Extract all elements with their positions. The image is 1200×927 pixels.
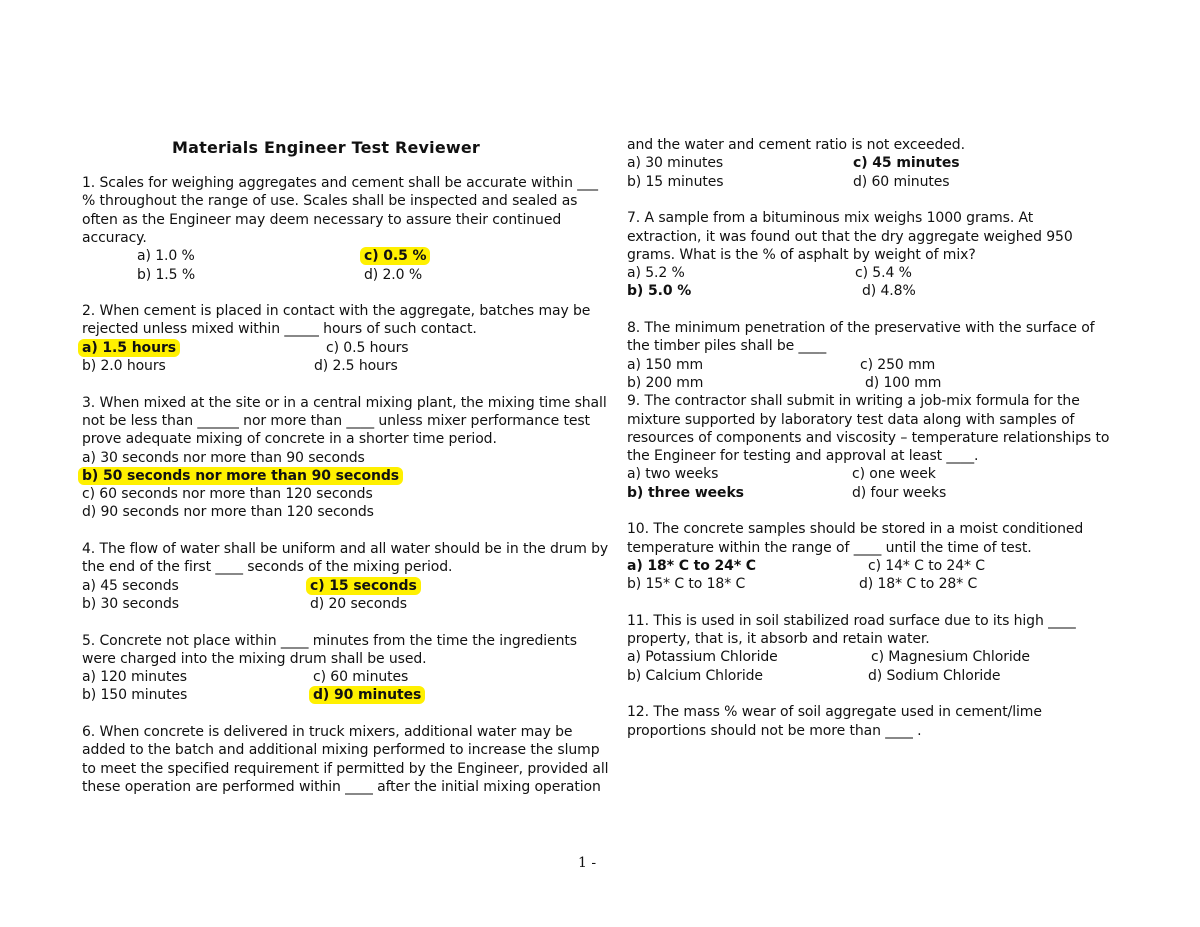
answer-option [313,686,425,704]
question-line [627,722,922,740]
highlighted-answer: a) 1.5 hours [78,339,180,357]
line-text: the Engineer for testing and approval at least ____. [627,448,979,465]
answer-text: a) two weeks [627,466,719,483]
question-line [82,467,403,485]
answer-text: c) 60 minutes [313,669,409,686]
answer-option [852,465,936,483]
answer-text: b) 150 minutes [82,687,188,704]
highlighted-answer: c) 0.5 % [360,247,430,265]
answer-text: d) 2.5 hours [314,358,398,374]
answer-text: b) 5.0 % [627,283,692,300]
answer-text: c) Magnesium Chloride [871,649,1030,666]
answer-text: c) 45 minutes [853,155,960,172]
answer-text: d) 4.8% [862,283,916,300]
question-line [82,540,608,558]
answer-text: c) 14* C to 24* C [868,557,985,574]
answer-option [852,484,946,502]
answer-option [627,154,723,172]
answer-text: b) 1.5 % [137,266,196,283]
answer-option [82,686,187,704]
line-text: 7. A sample from a bituminous mix weighs 1000 grams. At [627,210,1034,227]
line-text: 8. The minimum penetration of the preservative with the surface of [627,320,1095,336]
line-text: 4. The flow of water shall be uniform and all water should be in the drum by [82,541,609,557]
answer-option [82,595,179,613]
answer-text: a) 18* C to 24* C [627,557,756,574]
answer-option [862,282,916,300]
question-line [82,302,590,320]
question-line [82,632,577,650]
line-text: extraction, it was found out that the dry aggregate weighed 950 [627,228,1073,245]
answer-option [859,575,977,593]
line-text: 2. When cement is placed in contact with the aggregate, batches may be [82,303,591,320]
question-line [627,612,1076,630]
answer-option [326,339,409,357]
question-line [627,539,1032,557]
highlighted-answer: b) 50 seconds nor more than 90 seconds [78,467,403,485]
line-text: were charged into the mixing drum shall be used. [82,650,427,667]
answer-option [627,575,745,593]
answer-option [310,577,421,595]
question-line [82,650,427,668]
question-line [627,246,976,264]
answer-option [627,648,778,666]
line-text: proportions should not be more than ____ . [627,722,922,739]
answer-text: a) 30 minutes [627,155,724,172]
answer-text: c) 5.4 % [855,265,912,282]
answer-option [868,667,1000,685]
question-line [82,741,600,759]
line-text: property, that is, it absorb and retain water. [627,631,930,648]
question-line [627,447,978,465]
line-text: 10. The concrete samples should be stored in a moist conditioned [627,521,1084,538]
line-text: accuracy. [82,229,147,246]
answer-option [137,266,195,284]
answer-option [314,357,398,375]
question-line [627,703,1042,721]
answer-text: a) 120 minutes [82,669,187,686]
page-title: Materials Engineer Test Reviewer [172,138,481,157]
question-line [627,209,1033,227]
line-text: 11. This is used in soil stabilized road surface due to its high ____ [627,612,1076,629]
question-line [82,192,577,210]
answer-option [627,282,691,300]
answer-option [871,648,1030,666]
question-line [82,449,365,467]
answer-option [865,374,941,392]
answer-option [627,484,744,502]
question-line [627,228,1073,246]
answer-text: b) three weeks [627,484,744,501]
answer-option [627,374,703,392]
answer-option [82,577,179,595]
question-line [627,392,1080,410]
answer-option [137,247,195,265]
question-line [82,760,608,778]
answer-option [313,668,408,686]
line-text: grams. What is the % of asphalt by weight of mix? [627,246,976,263]
line-text: a) 30 seconds nor more than 90 seconds [82,449,365,466]
line-text: 1. Scales for weighing aggregates and cement shall be accurate within ___ [82,175,598,191]
answer-text: d) 2.0 % [364,266,423,283]
answer-text: a) Potassium Chloride [627,649,778,666]
question-line [82,174,598,192]
question-line [82,558,452,576]
answer-text: d) 20 seconds [310,595,407,612]
line-text: mixture supported by laboratory test data along with samples of [627,411,1075,428]
answer-option [855,264,912,282]
answer-option [860,356,935,374]
question-line [627,429,1109,447]
question-line [82,320,477,338]
answer-option [627,557,756,575]
answer-option [82,668,187,686]
answer-option [627,356,703,374]
line-text: added to the batch and additional mixing performed to increase the slump [82,742,600,759]
highlighted-answer: d) 90 minutes [309,686,425,704]
answer-text: b) 200 mm [627,374,704,391]
question-line [82,503,374,521]
answer-text: d) four weeks [852,484,947,501]
answer-option [853,173,949,191]
line-text: 12. The mass % wear of soil aggregate used in cement/lime [627,704,1042,721]
question-line [627,630,930,648]
line-text: not be less than ______ nor more than ____ unless mixer performance test [82,412,590,429]
answer-text: a) 45 seconds [82,577,179,594]
answer-text: c) one week [852,466,936,483]
question-line [82,394,607,412]
answer-text: b) 15 minutes [627,173,724,190]
answer-text: b) Calcium Chloride [627,667,763,684]
question-line [627,520,1083,538]
line-text: 5. Concrete not place within ____ minutes from the time the ingredients [82,632,577,649]
answer-option [627,264,685,282]
answer-text: b) 30 seconds [82,595,179,612]
answer-text: a) 150 mm [627,356,704,373]
line-text: to meet the specified requirement if permitted by the Engineer, provided all [82,760,609,777]
question-line [627,136,965,154]
page-number: 1 - [578,855,597,871]
answer-option [82,339,180,357]
line-text: c) 60 seconds nor more than 120 seconds [82,486,373,503]
answer-option [82,357,166,375]
answer-text: c) 0.5 hours [326,339,409,356]
line-text: 6. When concrete is delivered in truck mixers, additional water may be [82,724,573,740]
line-text: the end of the first ____ seconds of the mixing period. [82,559,453,576]
question-line [82,412,590,430]
answer-text: d) Sodium Chloride [868,667,1001,684]
question-line [82,430,497,448]
line-text: the timber piles shall be ____ [627,338,827,355]
line-text: % throughout the range of use. Scales shall be inspected and sealed as [82,193,578,210]
line-text: often as the Engineer may deem necessary to assure their continued [82,211,562,228]
line-text: d) 90 seconds nor more than 120 seconds [82,504,374,521]
answer-text: d) 18* C to 28* C [859,576,978,593]
line-text: these operation are performed within ____ after the initial mixing operation [82,778,601,795]
question-line [82,229,147,247]
answer-text: b) 15* C to 18* C [627,576,746,593]
line-text: resources of components and viscosity – temperature relationships to [627,429,1110,446]
highlighted-answer: c) 15 seconds [306,577,421,595]
answer-text: c) 250 mm [860,356,936,373]
answer-option [627,465,718,483]
question-line [82,211,561,229]
question-line [627,411,1074,429]
line-text: 9. The contractor shall submit in writing a job-mix formula for the [627,393,1080,410]
line-text: temperature within the range of ____ until the time of test. [627,539,1032,556]
line-text: and the water and cement ratio is not exceeded. [627,137,965,153]
answer-option [868,557,985,575]
line-text: rejected unless mixed within _____ hours of such contact. [82,321,477,338]
answer-text: d) 60 minutes [853,173,950,190]
answer-option [627,667,763,685]
question-line [627,319,1095,337]
question-line [627,337,826,355]
question-line [82,485,373,503]
answer-text: a) 1.0 % [137,248,195,265]
question-line [82,723,572,741]
answer-text: d) 100 mm [865,374,942,391]
line-text: 3. When mixed at the site or in a central mixing plant, the mixing time shall [82,394,607,411]
line-text: prove adequate mixing of concrete in a shorter time period. [82,431,497,448]
answer-option [364,266,422,284]
answer-option [364,247,430,265]
answer-text: b) 2.0 hours [82,358,166,374]
answer-option [853,154,959,172]
question-line [82,778,601,796]
answer-text: a) 5.2 % [627,265,685,282]
answer-option [627,173,723,191]
answer-option [310,595,407,613]
